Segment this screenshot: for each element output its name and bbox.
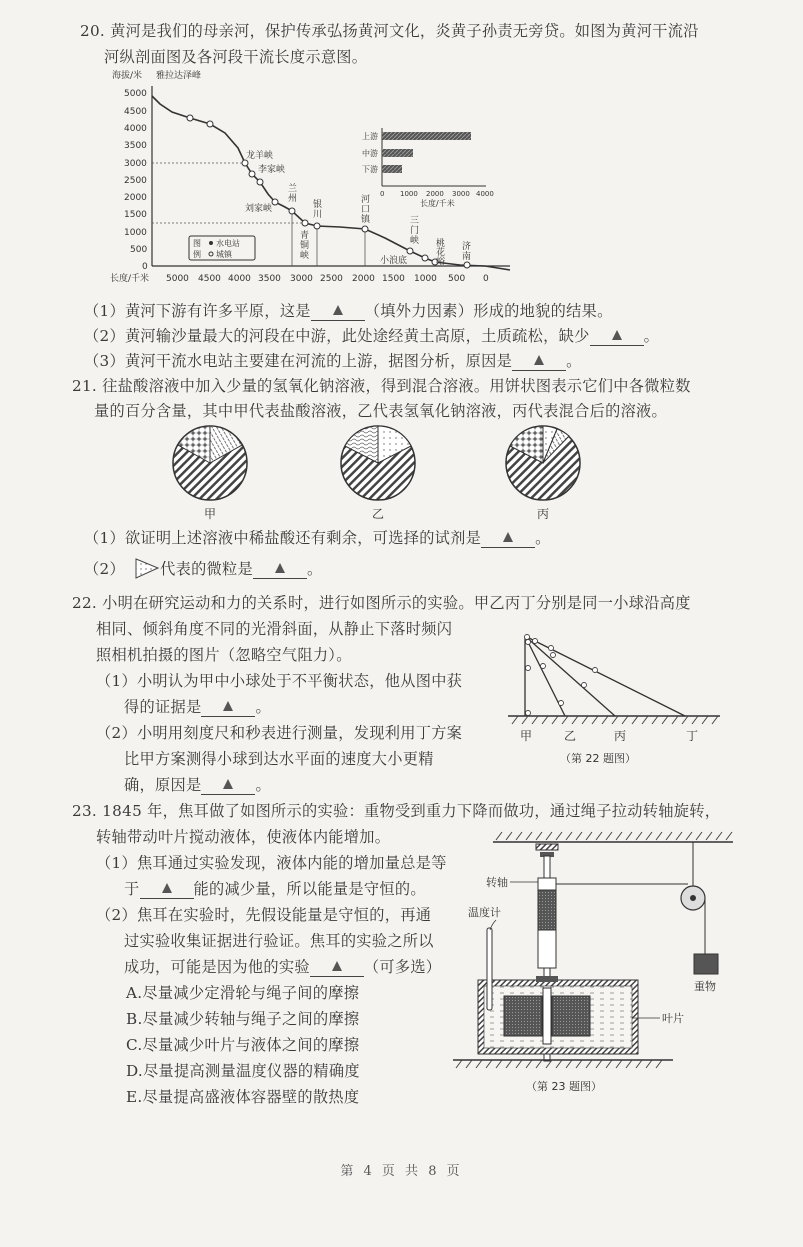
svg-text:3500: 3500 — [258, 274, 281, 284]
pie-jia — [173, 426, 247, 521]
svg-text:南: 南 — [462, 252, 472, 262]
svg-text:5000: 5000 — [124, 89, 147, 99]
triangle-icon — [612, 330, 622, 340]
answer-blank[interactable] — [481, 529, 535, 548]
svg-text:2000: 2000 — [124, 193, 147, 203]
q23-sub1-line1: （1）焦耳通过实验发现，液体内能的增加量总是等 — [96, 854, 447, 872]
q23-stem-line2: 转轴带动叶片搅动液体，使液体内能增加。 — [96, 828, 391, 846]
svg-text:济: 济 — [462, 242, 472, 252]
q23-sub2-line3: 成功，可能是因为他的实验 （可多选） — [124, 958, 442, 976]
joule-experiment-figure — [448, 828, 738, 1098]
svg-text:李家峡: 李家峡 — [258, 165, 286, 175]
svg-text:丁: 丁 — [686, 729, 699, 743]
source-label: 雅拉达泽峰 — [156, 71, 202, 81]
page-footer: 第 4 页 共 8 页 — [340, 1164, 463, 1179]
svg-text:1000: 1000 — [400, 190, 418, 198]
triangle-icon — [162, 883, 172, 893]
q21-sub1: （1）欲证明上述溶液中稀盐酸还有剩余，可选择的试剂是 。 — [84, 529, 551, 547]
svg-text:3000: 3000 — [290, 274, 313, 284]
svg-text:川: 川 — [313, 210, 323, 220]
svg-text:城镇: 城镇 — [216, 250, 232, 259]
q20-stem-line2: 河纵剖面图及各河段干流长度示意图。 — [104, 48, 368, 66]
yellow-river-profile-chart — [110, 66, 520, 291]
svg-text:河: 河 — [361, 195, 371, 205]
svg-text:4000: 4000 — [476, 190, 494, 198]
segment-length-bar-chart — [362, 128, 494, 208]
q23-sub2-line2: 过实验收集证据进行验证。焦耳的实验之所以 — [124, 932, 434, 950]
svg-text:丙: 丙 — [537, 507, 550, 521]
svg-text:1000: 1000 — [124, 228, 147, 238]
svg-text:刘家峡: 刘家峡 — [245, 204, 273, 214]
q22-sub2-line1: （2）小明用刻度尺和秒表进行测量，发现利用丁方案 — [96, 724, 463, 742]
y-axis-label: 海拔/米 — [112, 71, 143, 81]
q23-stem-line1: 23. 1845 年，焦耳做了如图所示的实验：重物受到重力下降而做功，通过绳子拉动转轴旋转， — [72, 802, 721, 820]
svg-text:花: 花 — [436, 248, 446, 258]
answer-blank[interactable] — [140, 880, 194, 899]
dotted-sector-icon — [134, 557, 160, 579]
answer-blank[interactable] — [590, 327, 644, 346]
svg-text:500: 500 — [448, 274, 466, 284]
svg-text:银: 银 — [313, 200, 323, 210]
q23-option-b[interactable]: B.尽量减少转轴与绳子之间的摩擦 — [126, 1010, 360, 1028]
q20-stem-line1: 20. 黄河是我们的母亲河，保护传承弘扬黄河文化，炎黄子孙责无旁贷。如图为黄河干流沿 — [80, 22, 699, 40]
triangle-icon — [534, 355, 544, 365]
svg-text:4000: 4000 — [124, 124, 147, 134]
svg-text:龙羊峡: 龙羊峡 — [246, 151, 274, 161]
svg-text:0: 0 — [483, 274, 489, 284]
svg-text:1000: 1000 — [414, 274, 437, 284]
svg-text:门: 门 — [410, 226, 420, 236]
svg-text:长度/千米: 长度/千米 — [420, 199, 455, 208]
svg-text:1500: 1500 — [382, 274, 405, 284]
svg-text:3500: 3500 — [124, 141, 147, 151]
answer-blank[interactable] — [201, 776, 255, 795]
chart-legend — [189, 236, 255, 260]
svg-text:叶片: 叶片 — [662, 1012, 684, 1025]
q20-sub2: （2）黄河输沙量最大的河段在中游，此处途经黄土高原，土质疏松，缺少 。 — [84, 327, 660, 345]
svg-text:3000: 3000 — [124, 159, 147, 169]
svg-text:乙: 乙 — [372, 507, 385, 521]
svg-text:2500: 2500 — [124, 176, 147, 186]
svg-text:3000: 3000 — [452, 190, 470, 198]
triangle-icon — [503, 532, 513, 542]
svg-text:500: 500 — [130, 245, 148, 255]
svg-text:口: 口 — [361, 205, 371, 215]
q23-option-a[interactable]: A.尽量减少定滑轮与绳子间的摩擦 — [126, 984, 360, 1002]
answer-blank[interactable] — [253, 560, 307, 579]
svg-text:2000: 2000 — [352, 274, 375, 284]
svg-text:乙: 乙 — [564, 729, 577, 743]
svg-text:甲: 甲 — [204, 507, 217, 521]
svg-text:（第 23 题图）: （第 23 题图） — [526, 1080, 602, 1093]
svg-text:兰: 兰 — [288, 184, 298, 194]
q21-stem-line2: 量的百分含量，其中甲代表盐酸溶液，乙代表氢氧化钠溶液，丙代表混合后的溶液。 — [94, 402, 668, 420]
svg-text:峡: 峡 — [410, 236, 420, 246]
svg-text:0: 0 — [380, 190, 385, 198]
q23-sub1-line2: 于 能的减少量，所以能量是守恒的。 — [124, 880, 426, 898]
q22-sub2-line3: 确，原因是 。 — [124, 776, 271, 794]
pie-yi — [341, 426, 415, 521]
svg-text:镇: 镇 — [361, 215, 371, 225]
q21-sub2: （2） 代表的微粒是 。 — [84, 557, 323, 579]
svg-text:4500: 4500 — [124, 107, 147, 117]
triangle-icon — [223, 779, 233, 789]
triangle-icon — [223, 701, 233, 711]
triangle-icon — [333, 305, 343, 315]
svg-text:图: 图 — [193, 239, 201, 248]
q22-sub2-line2: 比甲方案测得小球到达水平面的速度大小更精 — [124, 750, 434, 768]
svg-text:中游: 中游 — [362, 149, 378, 158]
svg-text:丙: 丙 — [614, 729, 627, 743]
svg-text:转轴: 转轴 — [486, 876, 508, 889]
svg-text:5000: 5000 — [166, 274, 189, 284]
x-axis-label: 长度/千米 — [110, 274, 150, 284]
svg-text:例: 例 — [193, 250, 201, 259]
answer-blank[interactable] — [201, 698, 255, 717]
svg-text:桃: 桃 — [436, 239, 446, 249]
q22-stem-line1: 22. 小明在研究运动和力的关系时，进行如图所示的实验。甲乙丙丁分别是同一小球沿高度 — [72, 594, 691, 612]
answer-blank[interactable] — [310, 958, 364, 977]
q22-stem-line2: 相同、倾斜角度不同的光滑斜面，从静止下落时频闪 — [96, 620, 453, 638]
triangle-icon — [332, 961, 342, 971]
pie-bing — [506, 426, 580, 521]
triangle-icon — [275, 563, 285, 573]
q23-option-c[interactable]: C.尽量减少叶片与液体之间的摩擦 — [126, 1036, 360, 1054]
svg-text:4500: 4500 — [198, 274, 221, 284]
q23-option-e[interactable]: E.尽量提高盛液体容器壁的散热度 — [126, 1088, 360, 1106]
particle-pie-charts — [160, 418, 600, 523]
q22-sub1-line2: 得的证据是 。 — [124, 698, 271, 716]
svg-text:水电站: 水电站 — [216, 239, 240, 248]
q20-sub3: （3）黄河干流水电站主要建在河流的上游，据图分析，原因是 。 — [84, 352, 582, 370]
svg-text:州: 州 — [288, 194, 298, 204]
svg-text:铜: 铜 — [300, 241, 310, 251]
q22-sub1-line1: （1）小明认为甲中小球处于不平衡状态，他从图中获 — [96, 672, 463, 690]
svg-text:1500: 1500 — [124, 210, 147, 220]
q20-sub1: （1）黄河下游有许多平原，这是 （填外力因素）形成的地貌的结果。 — [84, 302, 613, 320]
answer-blank[interactable] — [311, 302, 365, 321]
svg-text:温度计: 温度计 — [468, 906, 501, 919]
q21-stem-line1: 21. 往盐酸溶液中加入少量的氢氧化钠溶液，得到混合溶液。用饼状图表示它们中各微粒数 — [72, 377, 691, 395]
svg-text:上游: 上游 — [362, 132, 378, 141]
svg-text:2500: 2500 — [320, 274, 343, 284]
answer-blank[interactable] — [512, 352, 566, 371]
svg-text:青: 青 — [300, 231, 310, 241]
q23-sub2-line1: （2）焦耳在实验时，先假设能量是守恒的，再通 — [96, 906, 432, 924]
svg-text:峪: 峪 — [436, 257, 446, 267]
svg-text:峡: 峡 — [300, 251, 310, 261]
q22-incline-figure — [508, 628, 723, 770]
svg-text:三: 三 — [410, 216, 420, 226]
svg-text:下游: 下游 — [362, 165, 378, 174]
svg-text:（第 22 题图）: （第 22 题图） — [560, 752, 636, 765]
q22-stem-line3: 照相机拍摄的图片（忽略空气阻力）。 — [96, 646, 352, 664]
svg-text:4000: 4000 — [228, 274, 251, 284]
svg-text:甲: 甲 — [520, 729, 533, 743]
q23-option-d[interactable]: D.尽量提高测量温度仪器的精确度 — [126, 1062, 360, 1080]
svg-text:小浪底: 小浪底 — [380, 256, 408, 266]
svg-text:0: 0 — [142, 262, 148, 272]
svg-text:2000: 2000 — [426, 190, 444, 198]
svg-text:重物: 重物 — [694, 980, 716, 993]
